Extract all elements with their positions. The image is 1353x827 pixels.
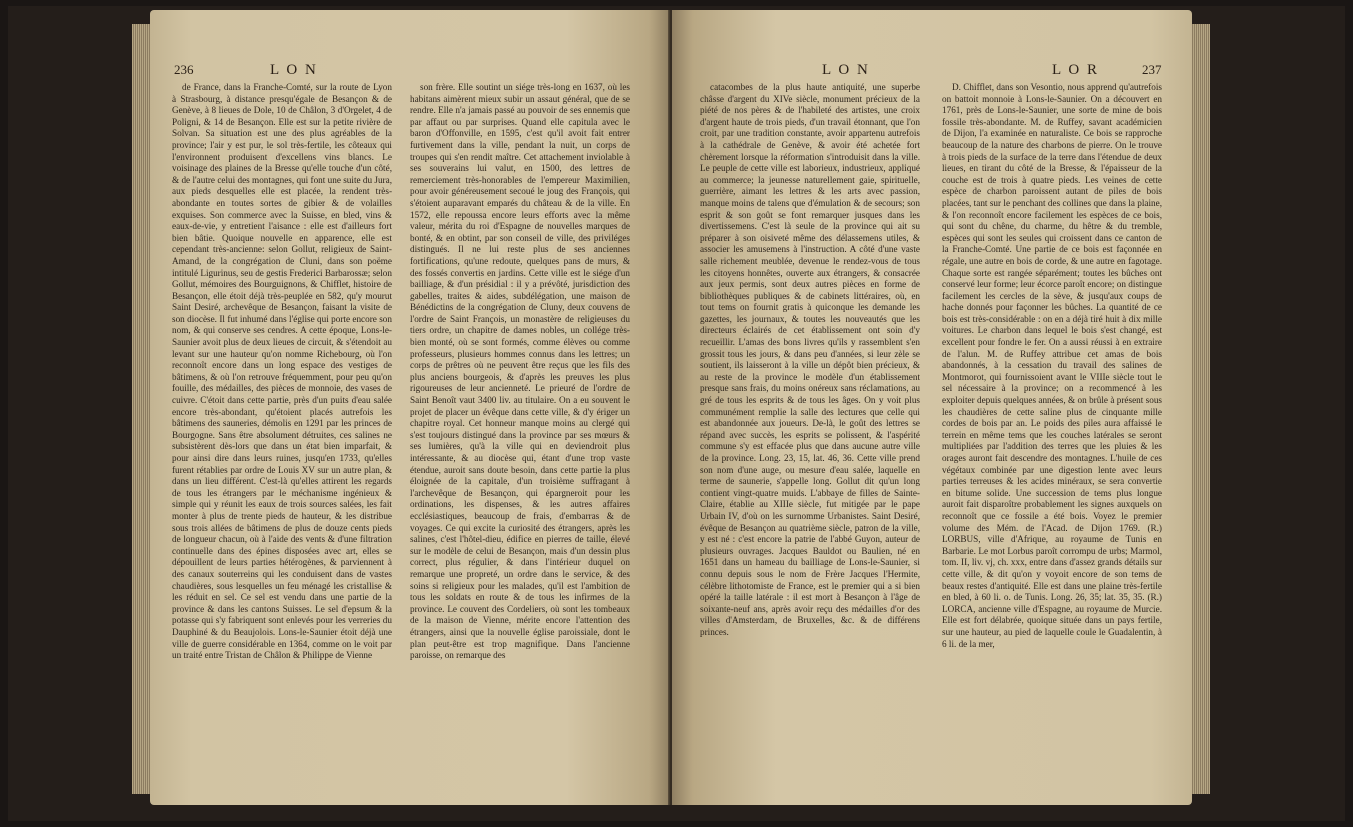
right-page <box>672 10 1192 805</box>
text-column <box>700 82 920 639</box>
column-text: catacombes de la plus haute antiquité, une superbe châsse d'argent du XIVe siècle, monument précieux de la piété de nos pères & de l'habileté des artistes, une croix d'argent haute de trois pieds, d'un travail étonnant, que l'on croit, par une tradition constante, avoir appartenu autrefois à la cathédrale de Genève, & avoir été achetée fort chèrement lorsque la réformation s'introduisit dans la ville. Le peuple de cette ville est laborieux, industrieux, appliqué au commerce; la jeunesse naturellement gaie, spirituelle, guerrière, aimant les lettres & les arts avec passion, manque moins de talens que d'émulation & de secours; son esprit & son goût se font remarquer jusques dans les divertissemens. C'est là seule de la province qui ait su préparer à son oisiveté même des délassemens utiles, & associer les amusemens à l'instruction. A côté d'une vaste salle richement meublée, devenue le rendez-vous de tous les citoyens honnêtes, ouverte aux étrangers, & consacrée aux jeux permis, sont deux autres pièces en forme de bibliothèques publiques & de cabinets littéraires, où, en tout tems on fournit gratis à quiconque les demande les gazettes, les journaux, & toutes les nouveautés que les directeurs éclairés de cet établissement ont soin d'y recueillir. L'amas des bons livres qu'ils y rassemblent s'en grossit tous les jours, & dans peu d'années, si leur zèle se soutient, ils laisseront à la ville un dépôt bien précieux, & au reste de la province le modèle d'un établissement presque sans frais, du moins onéreux sans réclamations, au gré de tous les esprits & de tous les âges. On y voit plus communément remplie la salle des lectures que celle qui est abandonnée aux joueurs. De-là, le goût des lettres se répand avec succès, les esprits se polissent, & l'aspérité commune s'y est effacée plus que dans aucune autre ville de la province. Long. 23, 15, lat. 46, 36. Cette ville prend son nom d'une auge, ou mesure d'eau salée, laquelle en terme de saunerie, s'appelle long. Gollut dit qu'un long contient vingt-quatre muids. L'abbaye de filles de Sainte-Claire, établie au XIIIe siècle, fut mitigée par le pape Urbain IV, d'où on les surnomme Urbanistes. Saint Desiré, évêque de Besançon au quatrième siècle, patron de la ville, y est né : c'est encore la patrie de l'abbé Guyon, auteur de plusieurs ouvrages. Jacques Bauldot ou Baulien, né en 1651 dans un hameau du bailliage de Lons-le-Saunier, si connu depuis sous le nom de Frère Jacques l'Hermite, célèbre lithotomiste de France, est le premier qui a si bien opéré la taille latérale : il est mort à Besançon à l'âge de soixante-neuf ans, après avoir reçu des médailles d'or des villes d'Amsterdam, de Bruxelles, &c. & de différens princes. <box>700 82 920 637</box>
right-page-edges <box>1192 24 1210 794</box>
running-head: L O N <box>270 62 318 78</box>
left-page <box>150 10 670 805</box>
column-text: de France, dans la Franche-Comté, sur la route de Lyon à Strasbourg, à distance presqu'égale de Besançon & de Genève, à 8 lieues de Dole, 10 de Châlon, 3 d'Orgelet, 4 de Poligni, & 14 de Besançon. Elle est sur la petite rivière de Solvan. Sa situation est une des plus agréables de la province; l'air y est pur, le sol très-fertile, les côteaux qui l'environnent produisent d'excellens vins blancs. Le voisinage des plaines de la Bresse qu'elle touche d'un côté, & de l'autre celui des montagnes, qui font une suite du Jura, aux pieds desquelles elle est placée, la rendent très-abondante en toutes sortes de gibier & de volailles exquises. Son commerce avec la Suisse, en bled, vins & eaux-de-vie, y entretient l'aisance : elle est d'ailleurs fort bien bâtie. Quoique nouvelle en apparence, elle est cependant très-ancienne: selon Gollut, religieux de Saint-Amand, de la congrégation de Cluni, dans son poëme intitulé Ligurinus, seu de gestis Frederici Barbarossæ; selon Gollut, mémoires des Bourguignons, & Chifflet, histoire de Besançon, elle étoit déjà très-peuplée en 582, qu'y mourut Saint Desiré, archevêque de Besançon, faisant la visite de son diocèse. Il fut inhumé dans l'église qui porte encore son nom, & qui conserve ses cendres. A cette époque, Lons-le-Saunier avoit plus de deux lieues de circuit, & s'étendoit au levant sur une hauteur qu'on nomme Richebourg, où l'on reconnoît encore dans un long espace des vestiges de bâtimens, & où l'on retrouve fréquemment, pour peu qu'on fouille, des médailles, des pièces de monnoie, des vases de cuivre. C'étoit dans cette partie, près d'un puits d'eau salée encore très-abondant, qu'étoient placés autrefois les bâtimens des sauneries, démolis en 1291 par les princes de Bourgogne. Sans être absolument détruites, ces salines ne subsistèrent dès-lors que dans un état bien imparfait, & pour ainsi dire dans leurs ruines, jusqu'en 1733, qu'elles furent rétablies par ordre de Louis XV sur un autre plan, & dans un lieu différent. C'est-là qu'elles attirent les regards de tous les étrangers par le méchanisme ingénieux & simple qui y réunit les eaux de trois sources salées, les fait monter à plus de trente pieds de hauteur, & les distribue sous trois allées de bâtimens de plus de douze cents pieds de longueur chacun, où à l'aide des vents & d'une filtration continuelle dans des épines disposées avec art, elles se dépouillent de leurs parties hétérogènes, & parviennent à des canaux souterreins qui les conduisent dans de vastes chaudières, sous lesquelles un feu ménagé les cristallise & les réduit en sel. Ce sel est vendu dans une partie de la province & dans les cantons Suisses. Le sel d'epsum & la potasse qui s'y fabriquent sont enlevés pour les verreries du Dauphiné & du Beaujolois. Lons-le-Saunier étoit déjà une ville de guerre considérable en 1364, comme on le voit par un traité entre Tristan de Châlon & Philippe de Vienne <box>172 82 392 661</box>
text-column <box>172 82 392 662</box>
text-column <box>410 82 630 662</box>
page-number: 237 <box>1142 62 1162 77</box>
running-head: L O R <box>1052 62 1099 78</box>
column-text: son frère. Elle soutint un siége très-long en 1637, où les habitans aimèrent mieux subir un assaut général, que de se rendre. Elle n'a jamais passé au pouvoir de ses ennemis que par affaut ou par surprises. Quand elle capitula avec le baron d'Offonville, en 1595, c'est qu'il avoit fait entrer furtivement dans la ville, pendant la nuit, un corps de troupes qui s'en rendit maître. Cet attachement inviolable à ses souverains lui valut, en 1500, des lettres de remerciement très-honorables de l'empereur Maximilien, pour avoir généreusement secoué le joug des François, qui s'étoient auparavant emparés du château & de la ville. En 1572, elle repoussa encore leurs efforts avec la même valeur, mérita du roi d'Espagne de nouvelles marques de bonté, & en obtint, par son conseil de ville, des priviléges distingués. Il ne lui reste plus de ses anciennes fortifications, qu'une redoute, quelques pans de murs, & des fossés convertis en jardins. Cette ville est le siége d'un bailliage, & d'un présidial : il y a prévôté, jurisdiction des gabelles, traites & aides, subdélégation, une maison de Bénédictins de la congrégation de Cluny, deux couvens de l'ordre de Saint François, un monastère de religieuses du tiers ordre, un chapitre de dames nobles, un collége très-bien monté, où se sont formés, comme élèves ou comme professeurs, plusieurs hommes connus dans les lettres; un corps de prêtres où ne peuvent être reçus que les fils des plus anciens bourgeois, & d'après les preuves les plus rigoureuses de leur ancienneté. Le prieuré de l'ordre de Saint Benoît vaut 3400 liv. au titulaire. On a eu souvent le projet de placer un évêque dans cette ville, & d'y ériger un chapitre royal. Cet honneur manque moins au clergé qui s'est toujours distingué dans la province par ses mœurs & ses lumières, qu'à la ville qui en deviendroit plus intéressante, & au diocèse qui, étant d'une trop vaste étendue, auroit sans doute besoin, dans cette partie la plus éloignée de la capitale, d'un troisième suffragant à l'archevêque de Besançon, qui épargneroit pour les ordinations, les dispenses, & les autres affaires ecclésiastiques, beaucoup de frais, d'embarras & de voyages. Ce qui excite la curiosité des étrangers, après les salines, c'est l'hôtel-dieu, édifice en pierres de taille, élevé sur le modèle de celui de Besançon, mais d'un dessin plus correct, plus régulier, & dans l'intérieur duquel on remarque une propreté, un ordre dans le service, & des soins si religieux pour les malades, qu'il est l'ambition de tous les soldats en route & de tous les infirmes de la province. Le couvent des Cordeliers, où sont les tombeaux de la maison de Vienne, mérite encore l'attention des étrangers, ainsi que la nouvelle église paroissiale, dont le plan peut-être est trop magnifique. Dans l'ancienne paroisse, on remarque des <box>410 82 630 661</box>
left-page-edges <box>132 24 150 794</box>
text-column <box>942 82 1162 650</box>
column-text: D. Chifflet, dans son Vesontio, nous apprend qu'autrefois on battoit monnoie à Lons-le-Saunier. On a découvert en 1761, près de Lons-le-Saunier, une sorte de mine de bois fossile très-abondante. M. de Ruffey, savant académicien de Dijon, l'a examinée en naturaliste. Ce bois se rapproche beaucoup de la nature des charbons de pierre. On le trouve à trois pieds de la surface de la terre dans l'étendue de deux lieues, en tirant du côté de la Bresse, & l'épaisseur de la couche est de trois à quatre pieds. Les veines de cette espèce de charbon paroissent autant de piles de bois placées, tant sur le penchant des collines que dans la plaine, & l'on reconnoît encore facilement les espèces de ce bois, qui sont du chêne, du charme, du hêtre & du tremble, espèces qui sont les seules qui croissent dans ce canton de la Franche-Comté. Une partie de ce bois est façonnée en régale, une autre en bois de corde, & une autre en fagotage. Chaque sorte est rangée séparément; toutes les bûches ont conservé leur forme; leur écorce paroît encore; on distingue facilement les cercles de la sève, & jusqu'aux coups de hache donnés pour façonner les bûches. La quantité de ce bois est très-considérable : on en a déjà tiré huit à dix mille voitures. Le charbon dans lequel le bois s'est changé, est excellent pour fondre le fer. On a aussi réussi à en extraire de l'alun. M. de Ruffey attribue cet amas de bois abandonnés, à la cessation du travail des salines de Montmorot, qui fournissoient avant le VIIIe siècle tout le sel nécessaire à la province; on a recommencé à les exploiter depuis quelques années, & on brûle à présent sous les chaudières de cette saline plus de cinquante mille cordes de bois par an. Le poids des piles aura affaissé le terrein en même tems que les couches latérales se seront multipliées par l'addition des terres que les pluies & les orages auront fait descendre des montagnes. L'huile de ces végétaux combinée par une digestion lente avec leurs parties terreuses & les acides minéraux, se sera convertie en bitume solide. Une succession de tems plus longue auroit fait disparoître probablement les signes auxquels on reconnoît que ce fossile a été bois. Voyez le premier volume des Mém. de l'Acad. de Dijon 1769. (R.) LORBUS, ville d'Afrique, au royaume de Tunis en Barbarie. Le mot Lorbus paroît corrompu de urbs; Marmol, tom. II, liv. vj, ch. xxx, entre dans d'assez grands détails sur cette ville, & dit qu'on y voyoit encore de son tems de beaux restes d'antiquité. Elle est dans une plaine très-fertile en bled, à 60 li. o. de Tunis. Long. 26, 35; lat. 35, 35. (R.) LORCA, ancienne ville d'Espagne, au royaume de Murcie. Elle est fort délabrée, quoique située dans un pays fertile, sur une hauteur, au pied de laquelle coule le Guadalentin, à 6 li. de la mer, <box>942 82 1162 649</box>
running-head: L O N <box>822 62 870 78</box>
page-number: 236 <box>174 62 194 77</box>
